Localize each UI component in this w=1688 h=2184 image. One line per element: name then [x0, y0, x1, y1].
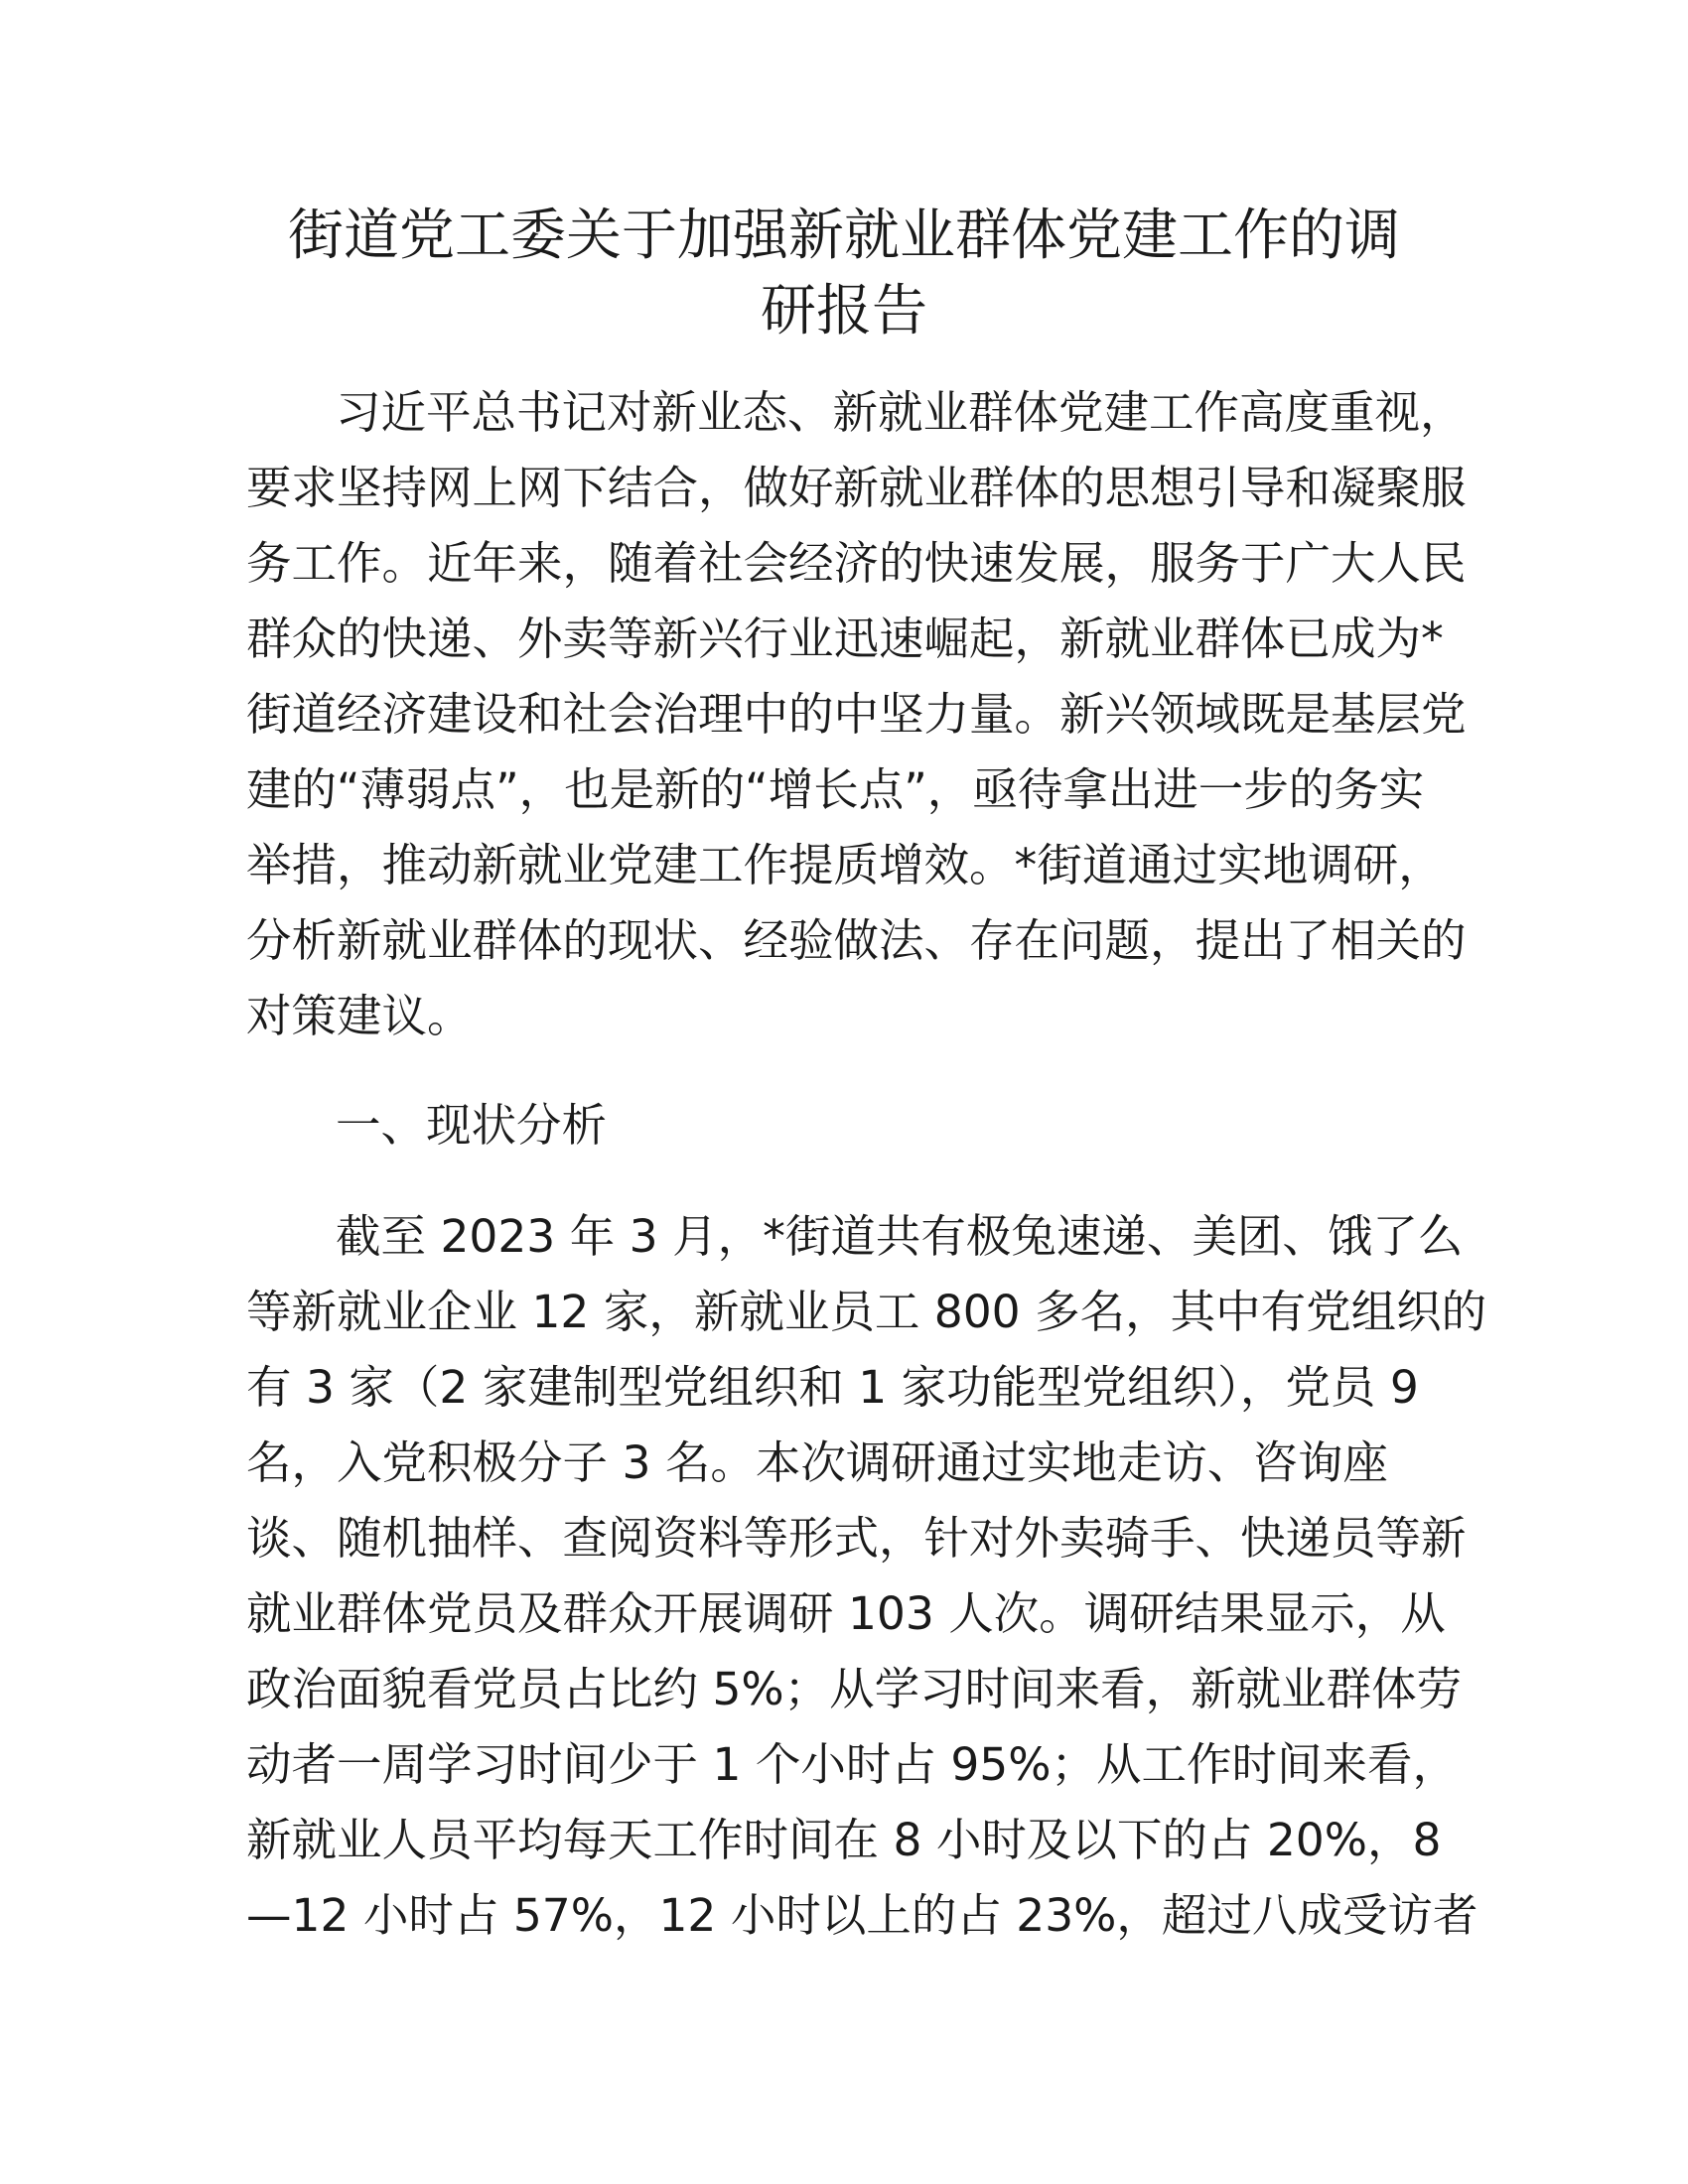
section-paragraph-line-8: 动者一周学习时间少于 1 个小时占 95%；从工作时间来看， — [246, 1738, 1458, 1791]
document-title-line-2: 研报告 — [761, 279, 927, 343]
intro-paragraph-line-7: 举措，推动新就业党建工作提质增效。*街道通过实地调研， — [246, 839, 1444, 891]
intro-paragraph-line-5: 街道经济建设和社会治理中的中坚力量。新兴领域既是基层党 — [246, 688, 1467, 741]
intro-paragraph-line-6: 建的“薄弱点”，也是新的“增长点”，亟待拿出进一步的务实 — [246, 763, 1425, 816]
section-paragraph-line-10: —12 小时占 57%，12 小时以上的占 23%，超过八成受访者 — [246, 1889, 1478, 1942]
section-paragraph-line-1: 截至 2023 年 3 月，*街道共有极兔速递、美团、饿了么 — [336, 1210, 1464, 1263]
document-title-line-1: 街道党工委关于加强新就业群体党建工作的调 — [288, 204, 1400, 268]
section-paragraph-line-5: 谈、随机抽样、查阅资料等形式，针对外卖骑手、快递员等新 — [246, 1512, 1467, 1565]
intro-paragraph-line-3: 务工作。近年来，随着社会经济的快速发展，服务于广大人民 — [246, 537, 1467, 590]
intro-paragraph-line-2: 要求坚持网上网下结合，做好新就业群体的思想引导和凝聚服 — [246, 462, 1467, 514]
intro-paragraph-line-1: 习近平总书记对新业态、新就业群体党建工作高度重视， — [336, 386, 1466, 439]
section-paragraph-line-2: 等新就业企业 12 家，新就业员工 800 多名，其中有党组织的 — [246, 1286, 1487, 1338]
intro-paragraph-line-9: 对策建议。 — [246, 990, 473, 1042]
intro-paragraph-line-8: 分析新就业群体的现状、经验做法、存在问题，提出了相关的 — [246, 914, 1467, 967]
section-heading: 一、现状分析 — [336, 1099, 608, 1152]
section-paragraph-line-3: 有 3 家（2 家建制型党组织和 1 家功能型党组织），党员 9 — [246, 1361, 1419, 1414]
intro-paragraph-line-4: 群众的快递、外卖等新兴行业迅速崛起，新就业群体已成为* — [246, 613, 1444, 665]
section-paragraph-line-9: 新就业人员平均每天工作时间在 8 小时及以下的占 20%，8 — [246, 1814, 1442, 1866]
section-paragraph-line-6: 就业群体党员及群众开展调研 103 人次。调研结果显示，从 — [246, 1587, 1446, 1640]
section-paragraph-line-4: 名，入党积极分子 3 名。本次调研通过实地走访、咨询座 — [246, 1436, 1388, 1489]
section-paragraph-line-7: 政治面貌看党员占比约 5%；从学习时间来看，新就业群体劳 — [246, 1663, 1463, 1715]
